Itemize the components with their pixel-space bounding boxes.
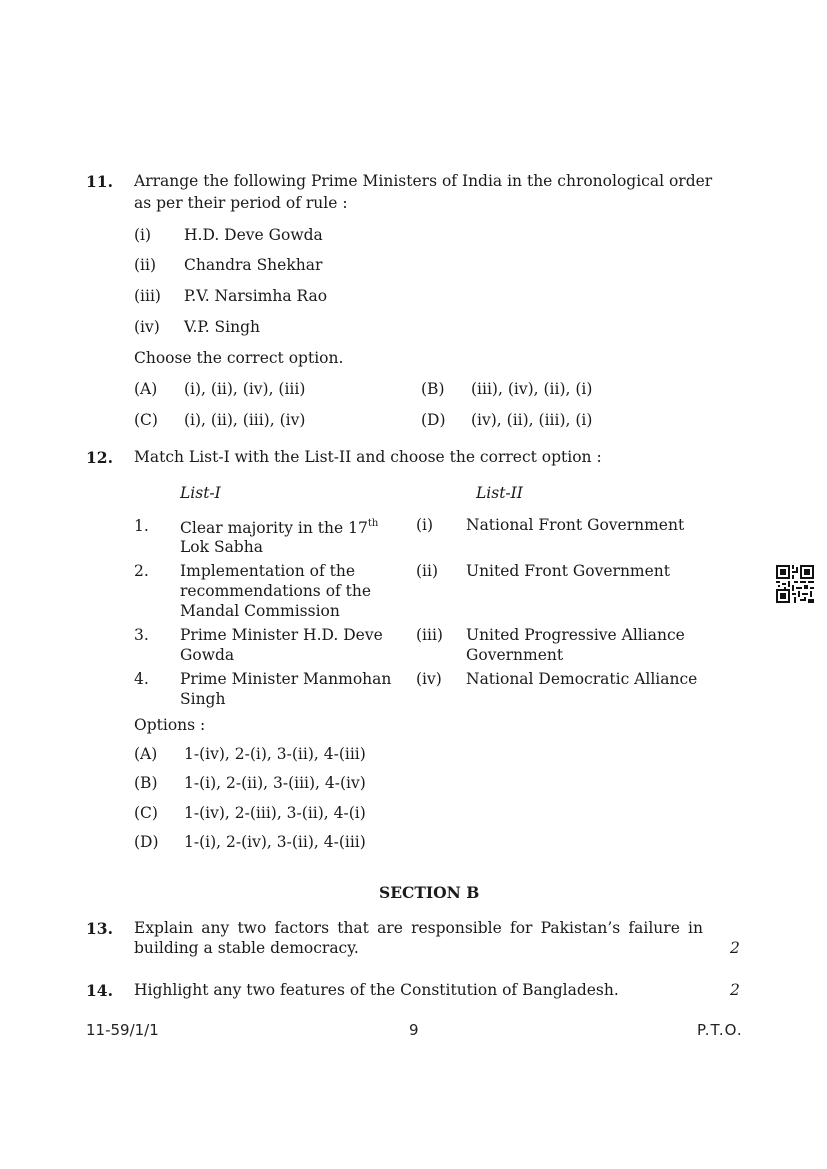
option-text: 1-(i), 2-(iv), 3-(ii), 4-(iii) xyxy=(184,833,366,851)
option-label: (C) xyxy=(134,411,158,429)
option-label: (B) xyxy=(421,380,445,398)
list1-text: Gowda xyxy=(180,646,235,664)
option-label: (A) xyxy=(134,745,158,763)
question-stem-line1: Arrange the following Prime Ministers of India in the chronological order xyxy=(134,172,713,190)
item-label: (iv) xyxy=(134,318,160,336)
question-text-line2: building a stable democracy. xyxy=(134,939,359,957)
list1-header: List-I xyxy=(180,484,221,502)
roman-numeral: (ii) xyxy=(416,562,439,580)
list2-text: Government xyxy=(466,646,564,664)
options-label: Options : xyxy=(134,716,206,734)
row-number: 1. xyxy=(134,517,149,535)
list2-text: United Front Government xyxy=(466,562,671,580)
roman-numeral: (i) xyxy=(416,516,434,534)
row-number: 2. xyxy=(134,562,149,580)
item-label: (i) xyxy=(134,226,152,244)
page-number: 9 xyxy=(409,1021,419,1039)
item-label: (iii) xyxy=(134,287,161,305)
option-label: (B) xyxy=(134,774,158,792)
item-text: V.P. Singh xyxy=(184,318,261,336)
item-text: P.V. Narsimha Rao xyxy=(184,287,328,305)
option-label: (D) xyxy=(421,411,446,429)
item-text: H.D. Deve Gowda xyxy=(184,226,323,244)
list1-text: Singh xyxy=(180,690,226,708)
list2-text: United Progressive Alliance xyxy=(466,626,685,644)
list1-text: Lok Sabha xyxy=(180,538,263,556)
instruction: Choose the correct option. xyxy=(134,349,344,367)
option-label: (D) xyxy=(134,833,159,851)
question-stem-line2: as per their period of rule : xyxy=(134,194,348,212)
item-label: (ii) xyxy=(134,256,157,274)
qr-code-icon xyxy=(776,565,814,603)
question-number: 11. xyxy=(86,172,113,191)
list1-text-main: Clear majority in the 17 xyxy=(180,519,368,537)
paper-code: 11-59/1/1 xyxy=(86,1021,159,1039)
option-text: 1-(iv), 2-(i), 3-(ii), 4-(iii) xyxy=(184,745,366,763)
option-text: 1-(iv), 2-(iii), 3-(ii), 4-(i) xyxy=(184,804,366,822)
superscript: th xyxy=(367,518,379,529)
option-text: (iv), (ii), (iii), (i) xyxy=(471,411,593,429)
section-heading: SECTION B xyxy=(379,883,480,902)
list1-text: Prime Minister H.D. Deve xyxy=(180,626,383,644)
row-number: 3. xyxy=(134,626,149,644)
list1-text: Mandal Commission xyxy=(180,602,340,620)
list2-text: National Front Government xyxy=(466,516,685,534)
option-label: (A) xyxy=(134,380,158,398)
list2-header: List-II xyxy=(476,484,523,502)
roman-numeral: (iii) xyxy=(416,626,443,644)
option-label: (C) xyxy=(134,804,158,822)
option-text: (i), (ii), (iv), (iii) xyxy=(184,380,306,398)
list1-text xyxy=(180,518,378,537)
option-text: 1-(i), 2-(ii), 3-(iii), 4-(iv) xyxy=(184,774,366,792)
pto-label: P.T.O. xyxy=(697,1021,743,1039)
roman-numeral: (iv) xyxy=(416,670,442,688)
list1-text: Implementation of the xyxy=(180,562,356,580)
item-text: Chandra Shekhar xyxy=(184,256,323,274)
marks: 2 xyxy=(730,939,740,957)
marks: 2 xyxy=(730,981,740,999)
question-number: 12. xyxy=(86,448,113,467)
list1-text: recommendations of the xyxy=(180,582,372,600)
question-number: 13. xyxy=(86,919,113,938)
question-text-line1: Explain any two factors that are responsible for Pakistan’s failure in xyxy=(134,919,703,937)
option-text: (i), (ii), (iii), (iv) xyxy=(184,411,306,429)
row-number: 4. xyxy=(134,670,149,688)
question-number: 14. xyxy=(86,981,113,1000)
question-stem: Match List-I with the List-II and choose the correct option : xyxy=(134,448,602,466)
list1-text: Prime Minister Manmohan xyxy=(180,670,392,688)
question-text: Highlight any two features of the Constitution of Bangladesh. xyxy=(134,981,619,999)
option-text: (iii), (iv), (ii), (i) xyxy=(471,380,593,398)
list2-text: National Democratic Alliance xyxy=(466,670,698,688)
